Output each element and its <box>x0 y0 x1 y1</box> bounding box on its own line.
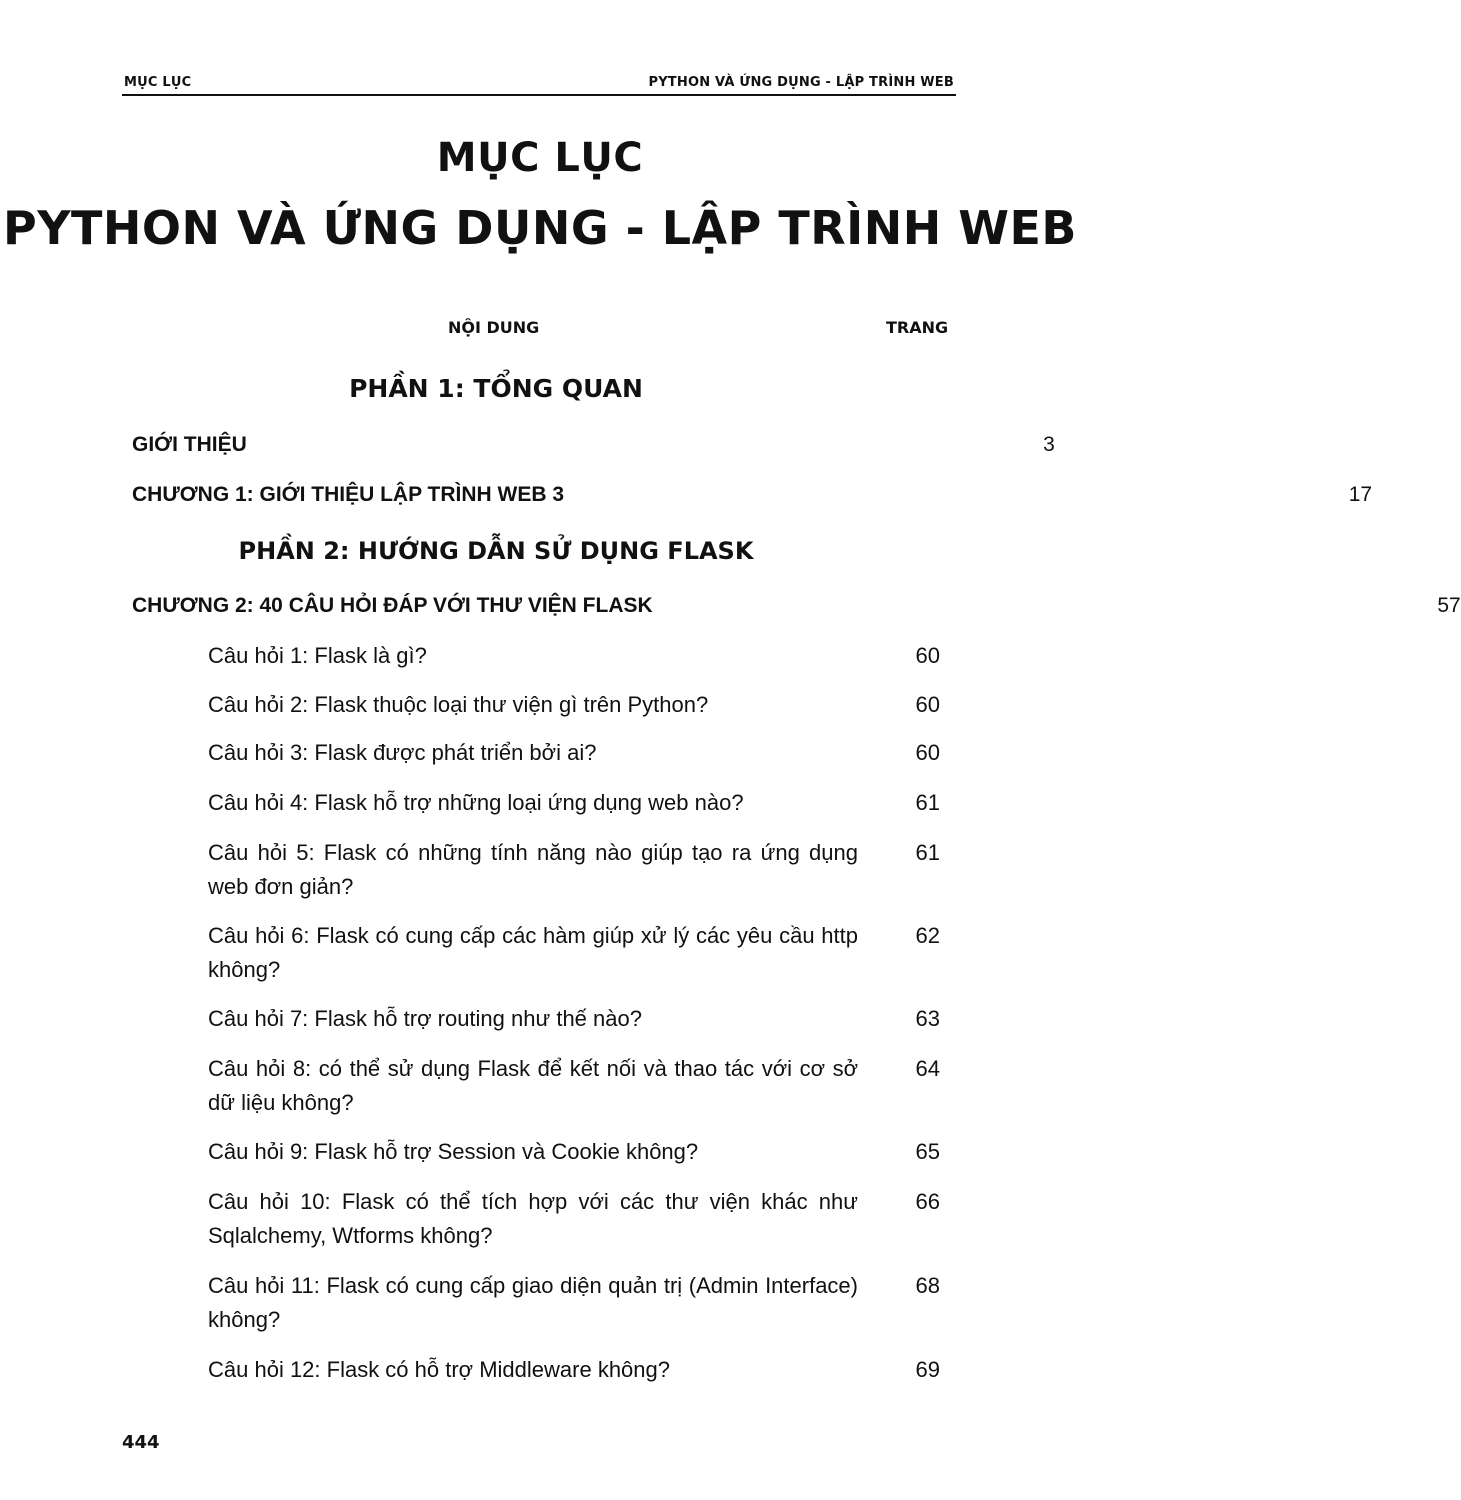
toc-question-text: Câu hỏi 12: Flask có hỗ trợ Middleware không? <box>208 1357 670 1382</box>
toc-entry <box>132 428 1055 462</box>
toc-entry-page: 57 <box>1437 594 1461 617</box>
toc-question-text: Câu hỏi 1: Flask là gì? <box>208 643 427 668</box>
part-2-title: PHẦN 2: HƯỚNG DẪN SỬ DỤNG FLASK <box>238 537 754 565</box>
toc-question <box>208 639 940 673</box>
toc-question-text: Câu hỏi 6: Flask có cung cấp các hàm giúp xử lý các yêu cầu http không? <box>208 923 858 982</box>
toc-question-page: 68 <box>915 1273 940 1298</box>
toc-question-text: Câu hỏi 8: có thể sử dụng Flask để kết nối và thao tác với cơ sở dữ liệu không? <box>208 1056 858 1115</box>
toc-question-page: 62 <box>915 923 940 948</box>
toc-question <box>208 1353 940 1387</box>
toc-question-text: Câu hỏi 7: Flask hỗ trợ routing như thế nào? <box>208 1006 642 1031</box>
toc-question-page: 60 <box>915 692 940 717</box>
toc-entry-text: CHƯƠNG 1: GIỚI THIỆU LẬP TRÌNH WEB 3 <box>132 483 565 506</box>
toc-entry-text: GIỚI THIỆU <box>132 433 247 456</box>
toc-question <box>208 786 940 820</box>
toc-question-text: Câu hỏi 4: Flask hỗ trợ những loại ứng dụng web nào? <box>208 790 744 815</box>
toc-question <box>208 1002 940 1036</box>
toc-entry-page: 17 <box>1348 483 1373 506</box>
column-header-content: NỘI DUNG <box>448 318 540 337</box>
page-number: 444 <box>122 1432 160 1453</box>
toc-question-page: 60 <box>915 643 940 668</box>
toc-question-text: Câu hỏi 10: Flask có thể tích hợp với các thư viện khác như Sqlalchemy, Wtforms không? <box>208 1189 858 1248</box>
toc-question-page: 61 <box>915 790 940 815</box>
toc-question-page: 65 <box>915 1139 940 1164</box>
toc-question-page: 63 <box>915 1006 940 1031</box>
toc-question <box>208 1185 940 1253</box>
toc-question <box>208 919 940 987</box>
toc-question-text: Câu hỏi 3: Flask được phát triển bởi ai? <box>208 740 597 765</box>
toc-question <box>208 736 940 770</box>
toc-entry <box>132 478 1373 512</box>
toc-question <box>208 1052 940 1120</box>
toc-question-text: Câu hỏi 11: Flask có cung cấp giao diện quản trị (Admin Interface) không? <box>208 1273 858 1332</box>
toc-question <box>208 688 940 722</box>
toc-entry-text: CHƯƠNG 2: 40 CÂU HỎI ĐÁP VỚI THƯ VIỆN FLASK <box>132 594 653 617</box>
title-line-2: PYTHON VÀ ỨNG DỤNG - LẬP TRÌNH WEB <box>2 201 1077 255</box>
toc-question-page: 64 <box>915 1056 940 1081</box>
toc-question-page: 69 <box>915 1357 940 1382</box>
toc-question-text: Câu hỏi 5: Flask có những tính năng nào giúp tạo ra ứng dụng web đơn giản? <box>208 840 858 899</box>
toc-question-page: 60 <box>915 740 940 765</box>
column-header-page: TRANG <box>886 318 949 337</box>
toc-question <box>208 1269 940 1337</box>
part-1-title: PHẦN 1: TỔNG QUAN <box>349 374 643 403</box>
toc-entry <box>132 589 1461 623</box>
toc-question <box>208 1135 940 1169</box>
toc-question-text: Câu hỏi 2: Flask thuộc loại thư viện gì trên Python? <box>208 692 709 717</box>
title-line-1: MỤC LỤC <box>436 135 644 181</box>
running-header-left: MỤC LỤC <box>124 75 192 90</box>
running-header-right: PYTHON VÀ ỨNG DỤNG - LẬP TRÌNH WEB <box>648 75 954 90</box>
toc-question-page: 66 <box>915 1189 940 1214</box>
toc-question-page: 61 <box>915 840 940 865</box>
toc-question-text: Câu hỏi 9: Flask hỗ trợ Session và Cookie không? <box>208 1139 699 1164</box>
toc-question <box>208 836 940 904</box>
page-title <box>0 130 1080 260</box>
running-header <box>122 66 956 96</box>
toc-entry-page: 3 <box>1043 433 1055 456</box>
